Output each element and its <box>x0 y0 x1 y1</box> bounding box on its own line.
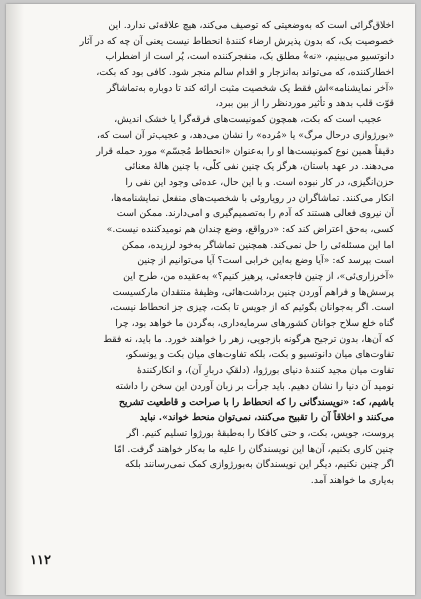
text-line: پروست، جویس، بکت، و حتی کافکا را به‌طبقهٔ بورژوا تسلیم کنیم. اگر <box>126 427 394 439</box>
text-line: دقیقاً همین نوع کمونیست‌ها او را به‌عنوان «انحطاط مُجسّم» مورد حمله قرار <box>96 145 394 157</box>
text-line: پرسش‌ها و فراهم آوردن چنین برداشت‌هائی، وظیفهٔ منتقدان مارکسیست <box>112 286 394 298</box>
text-line: اگر چنین نکنیم، دیگر این نویسندگان به‌بورژوازی کمک نمی‌رسانند بلکه <box>125 459 394 471</box>
text-line: گناه خلع سلاح جوانان کشورهای سرمایه‌داری، به‌گردن ما خواهد بود، چرا <box>115 318 394 330</box>
text-line: که آن‌ها، بدون ترجیح هرگونه بازجویی، زهر را خواهند خورد. ما باید، نه فقط <box>103 333 394 345</box>
page-number: ۱۱۲ <box>30 553 51 568</box>
text-line: انکار می‌کنند. تماشاگران در رویاروئی با شخصیت‌های منفعل نمایشنامه‌ها، <box>110 192 394 204</box>
text-line: عجیب است که بکت، همچون کمونیست‌های فرقه‌گرا یا خشک اندیش، <box>114 114 382 126</box>
text-line: اخلاق‌گرائی است که به‌وضعیتی که توصیف می‌کند، هیچ علاقه‌ئی ندارد. این <box>108 20 394 31</box>
text-line: قوّت قلب بدهد و تأثیر موردنظر را از بین ببرد، <box>215 98 394 110</box>
text-line: اما این مسئله‌ئی را حل نمی‌کند. همچنین تماشاگر به‌خود لرزیده، ممکن <box>121 239 394 251</box>
text-line: به‌یاری ما خواهند آمد. <box>310 474 394 486</box>
text-line: چنین کاری بکنیم، آن‌ها این نویسندگان را علیه ما به‌کار خواهند گرفت. امّا <box>113 443 394 455</box>
text-line: باشیم، که: «نویسندگانی را که انحطاط را با صراحت و قاطعیت تشریح <box>118 396 394 408</box>
text-line: اخطارکننده، که می‌تواند به‌انزجار و اقدام سالم منجر شود. کافی بود که بکت، <box>96 67 394 79</box>
text-line: می‌دهند. در عهد باستان، هرگز یک چنین نفی کلّی، با چنین هالهٔ معنائی <box>124 161 394 173</box>
text-line: «بورژوازی درحال مرگ» یا «مُرده» را نشان می‌دهد، و عجیب‌تر آن است که، <box>96 129 394 141</box>
text-line: کسی، به‌حق اعتراض کند که: «درواقع، وضع چندان هم نومیدکننده نیست.» <box>106 223 394 235</box>
text-line: تفاوت میان مجید کنندهٔ دنیای بورژوا، (دلقکِ دربارِ آن)، و انکارکنندهٔ <box>136 365 394 377</box>
text-line: «آخرزاری‌ئی»، از چنین فاجعه‌ئی، پرهیز کنیم؟» به‌عقیده من، طرح این <box>123 271 394 282</box>
text-line: حزن‌انگیزی، در کار نبوده است. و با این حال، عده‌ئی وجود این نفی را <box>125 176 394 188</box>
text-line: «آخر نمایشنامه»اش فقط یک شخصیت مثبت ارائه کند تا دوباره به‌تماشاگر <box>106 82 394 94</box>
scan-edge <box>6 4 24 595</box>
text-line: آن نیروی فعالی هستند که آدم را به‌تصمیم‌گیری و امی‌دارند. ممکن است <box>116 208 394 220</box>
text-line: است. اگر به‌جوانان بگوئیم که از جویس تا بکت، چیزی جز انحطاط نیست، <box>109 302 394 314</box>
text-line: تفاوت‌های میان دانوتسیو و بکت، بلکه تفاوت‌های میان بکت و یونسکو، <box>125 349 394 361</box>
text-line: دانوتسیو می‌بینیم، «نه»ٔ مطلق بک، منفجرکننده است، پُر است از اضطراب <box>105 51 394 63</box>
body-text <box>40 18 394 489</box>
book-page <box>6 4 415 595</box>
text-line: می‌کنند و اخلاقاً آن را تقبیح می‌کنند، نمی‌توان منحط خواند». نباید <box>139 412 394 424</box>
text-line: نومید آن دنیا را نشان دهیم. باید جرأت بر زبان آوردن این سخن را داشته <box>115 380 394 392</box>
text-line: خصوصیت بک، که بدون پذیرش ارضاء کنندهٔ انحطاط نیست یعنی آن چه که در آثار <box>79 35 394 47</box>
text-line: است بپرسد که: «آیا وضع به‌این خرابی است؟ آیا می‌توانیم از چنین <box>137 255 394 267</box>
